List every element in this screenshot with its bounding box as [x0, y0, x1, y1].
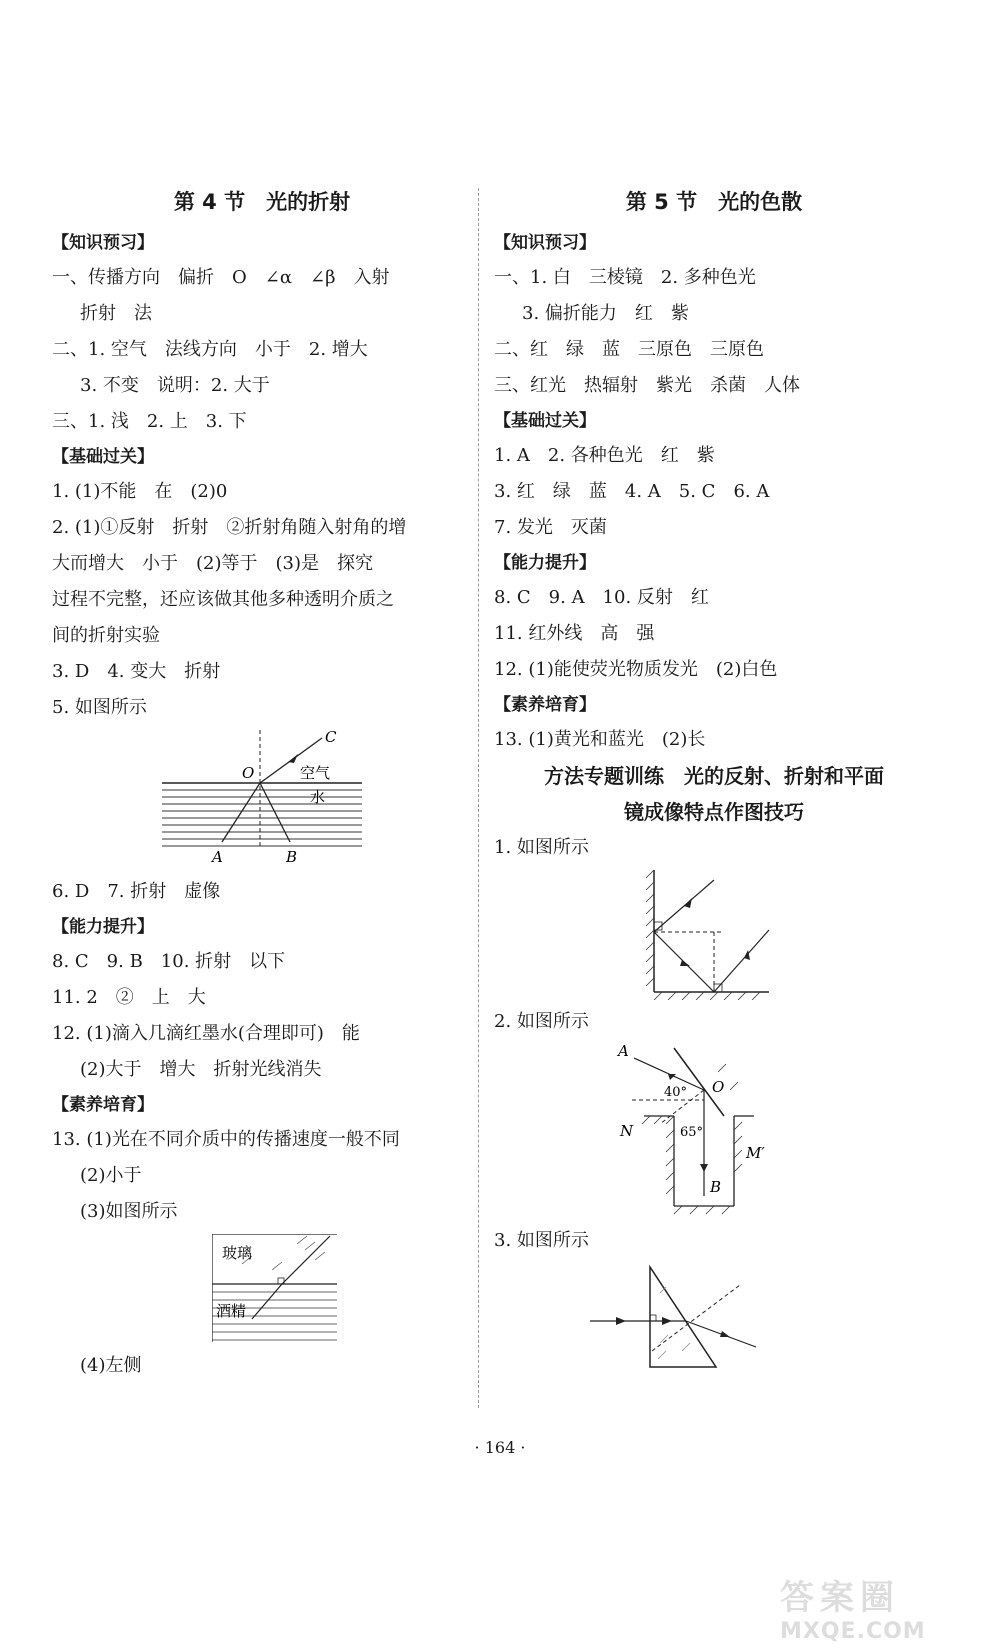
prism-figure-3	[590, 1263, 790, 1373]
method-title-line1: 方法专题训练 光的反射、折射和平面	[544, 764, 884, 788]
glass-alcohol-figure	[212, 1234, 342, 1344]
ability-answers-r	[494, 580, 934, 688]
method-title-line2: 镜成像特点作图技巧	[624, 800, 804, 824]
answer-line: 大而增大 小于 (2)等于 (3)是 探究	[52, 553, 373, 574]
answer-line: 12. (1)滴入几滴红墨水(合理即可) 能	[52, 1023, 360, 1044]
answer-line: 3. 红 绿 蓝 4. A 5. C 6. A	[494, 481, 770, 502]
page-number: · 164 ·	[474, 1438, 526, 1457]
answer-line: 3. 偏折能力 红 紫	[522, 303, 689, 324]
answer-line: 8. C 9. B 10. 折射 以下	[52, 951, 286, 972]
watermark	[780, 1570, 990, 1645]
answer-line: 1. (1)不能 在 (2)0	[52, 481, 228, 502]
answer-line: 8. C 9. A 10. 反射 红	[494, 587, 709, 608]
basic-answers	[52, 474, 472, 726]
answer-line: 1. A 2. 各种色光 红 紫	[494, 445, 715, 466]
label-angle-65: 65°	[680, 1125, 704, 1140]
answer-line: 2. (1)①反射 折射 ②折射角随入射角的增	[52, 517, 407, 538]
left-column	[52, 186, 472, 1384]
header-preview: 【知识预习】	[52, 233, 154, 253]
label-air: 空气	[300, 764, 331, 782]
label-o2: O	[712, 1078, 725, 1096]
method-q1: 1. 如图所示	[494, 837, 589, 858]
method-q2: 2. 如图所示	[494, 1011, 589, 1032]
label-n: N	[620, 1122, 634, 1140]
answer-line: (2)小于	[80, 1165, 142, 1186]
answer-line: 一、1. 白 三棱镜 2. 多种色光	[494, 267, 756, 288]
quality-answers	[52, 1122, 472, 1230]
label-water: 水	[310, 788, 326, 806]
preview-answers	[52, 260, 472, 440]
header-quality: 【素养培育】	[52, 1095, 154, 1115]
mirror-figure-1	[644, 870, 774, 1000]
answer-line: 6. D 7. 折射 虚像	[52, 881, 221, 902]
header-basic: 【基础过关】	[52, 447, 154, 467]
label-c: C	[325, 730, 337, 746]
header-quality-r: 【素养培育】	[494, 695, 596, 715]
label-b: B	[286, 848, 298, 866]
watermark-url: MXQE.COM	[780, 1619, 926, 1644]
header-ability: 【能力提升】	[52, 917, 154, 937]
answer-line: 12. (1)能使荧光物质发光 (2)白色	[494, 659, 778, 680]
answer-line: 三、1. 浅 2. 上 3. 下	[52, 411, 247, 432]
column-divider	[478, 188, 479, 1408]
header-basic-r: 【基础过关】	[494, 411, 596, 431]
section-title-4: 第 4 节 光的折射	[173, 190, 351, 214]
header-preview-r: 【知识预习】	[494, 233, 596, 253]
answer-line: 间的折射实验	[52, 625, 160, 646]
label-a2: A	[618, 1044, 629, 1060]
label-glass: 玻璃	[222, 1244, 253, 1262]
label-b2: B	[710, 1178, 722, 1196]
answer-line: 3. D 4. 变大 折射	[52, 661, 221, 682]
header-ability-r: 【能力提升】	[494, 553, 596, 573]
label-a: A	[212, 848, 223, 866]
answer-line: 5. 如图所示	[52, 697, 147, 718]
answer-line: (3)如图所示	[80, 1201, 178, 1222]
label-o: O	[242, 764, 255, 782]
quality-answers-r	[494, 722, 934, 758]
answer-line: 二、1. 空气 法线方向 小于 2. 增大	[52, 339, 368, 360]
section-title-5: 第 5 节 光的色散	[625, 190, 803, 214]
answer-line: 13. (1)黄光和蓝光 (2)长	[494, 729, 706, 750]
answer-line: 7. 发光 灭菌	[494, 517, 607, 538]
basic-answers-r	[494, 438, 934, 546]
answer-line: 二、红 绿 蓝 三原色 三原色	[494, 339, 764, 360]
label-angle-40: 40°	[664, 1085, 688, 1100]
ability-answers	[52, 944, 472, 1088]
answer-line: 11. 红外线 高 强	[494, 623, 655, 644]
mirror-figure-2	[614, 1044, 784, 1219]
watermark-logo-text: 答案圈	[780, 1578, 900, 1618]
preview-answers-r	[494, 260, 934, 404]
answer-line: 三、红光 热辐射 紫光 杀菌 人体	[494, 375, 800, 396]
answer-line: 13. (1)光在不同介质中的传播速度一般不同	[52, 1129, 400, 1150]
answer-line: 11. 2 ② 上 大	[52, 987, 206, 1008]
quality-answers-2	[52, 1348, 472, 1384]
answer-line: (4)左侧	[80, 1355, 142, 1376]
right-column	[494, 186, 934, 1377]
answer-line: 过程不完整，还应该做其他多种透明介质之	[52, 589, 394, 610]
basic-answers-2	[52, 874, 472, 910]
label-alcohol: 酒精	[216, 1302, 247, 1320]
refraction-figure-5	[162, 730, 362, 870]
answer-line: (2)大于 增大 折射光线消失	[80, 1059, 322, 1080]
answer-line: 3. 不变 说明：2. 大于	[80, 375, 270, 396]
answer-line: 折射 法	[80, 303, 152, 324]
method-q3: 3. 如图所示	[494, 1230, 589, 1251]
label-m-prime: M′	[746, 1144, 765, 1162]
answer-line: 一、传播方向 偏折 O ∠α ∠β 入射	[52, 267, 390, 288]
